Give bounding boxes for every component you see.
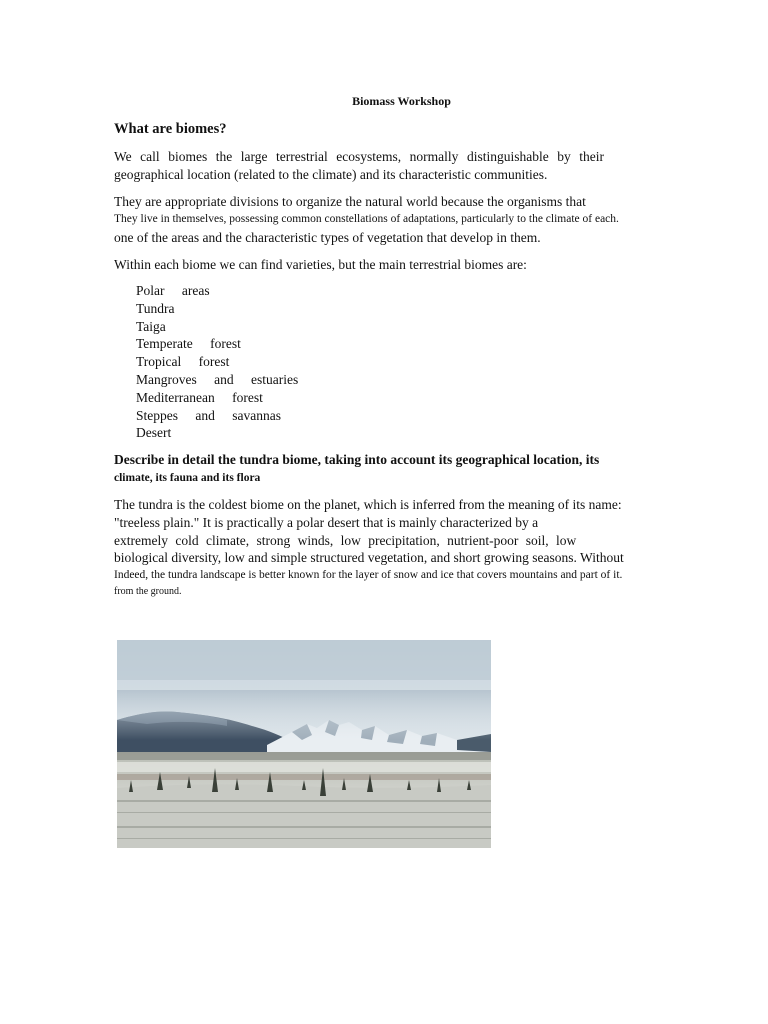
answer-line-3: extremely cold climate, strong winds, low precipitation, nutrient-poor soil, low bbox=[114, 533, 577, 548]
paragraph-divisions-line-1: They are appropriate divisions to organize the natural world because the organisms that bbox=[114, 194, 586, 209]
list-item: Desert bbox=[136, 425, 172, 441]
paragraph-divisions-line-3: one of the areas and the characteristic types of vegetation that develop in them. bbox=[114, 230, 541, 245]
list-item: Steppes and savannas bbox=[136, 407, 281, 423]
paragraph-divisions-line-2: They live in themselves, possessing common constellations of adaptations, particularly to the climate of each. bbox=[114, 213, 619, 225]
answer-line-6: from the ground. bbox=[114, 586, 182, 597]
paragraph-biome-definition: We call biomes the large terrestrial ecosystems, normally distinguishable by their geographical location (related to the climate) and its characteristic communities. bbox=[114, 149, 604, 182]
section-heading: What are biomes? bbox=[114, 121, 227, 137]
tundra-landscape-photo bbox=[117, 640, 491, 848]
list-item: Tundra bbox=[136, 300, 175, 316]
list-item: Mangroves and estuaries bbox=[136, 371, 299, 387]
list-item: Temperate forest bbox=[136, 336, 241, 352]
document-title: Biomass Workshop bbox=[352, 94, 451, 108]
answer-line-5: Indeed, the tundra landscape is better known for the layer of snow and ice that covers mountains and part of it. bbox=[114, 569, 623, 581]
paragraph-varieties: Within each biome we can find varieties, but the main terrestrial biomes are: bbox=[114, 257, 527, 272]
list-item: Tropical forest bbox=[136, 354, 230, 370]
list-item: Mediterranean forest bbox=[136, 389, 263, 405]
list-item: Taiga bbox=[136, 318, 166, 334]
list-item: Polar areas bbox=[136, 283, 210, 298]
biome-list bbox=[136, 282, 298, 442]
answer-line-1: The tundra is the coldest biome on the planet, which is inferred from the meaning of its name: bbox=[114, 497, 622, 512]
answer-line-2: "treeless plain." It is practically a polar desert that is mainly characterized by a bbox=[114, 515, 539, 530]
question-line-1: Describe in detail the tundra biome, taking into account its geographical location, its bbox=[114, 452, 600, 467]
answer-line-4: biological diversity, low and simple structured vegetation, and short growing seasons. Without bbox=[114, 550, 624, 565]
question-line-2: climate, its fauna and its flora bbox=[114, 472, 261, 484]
